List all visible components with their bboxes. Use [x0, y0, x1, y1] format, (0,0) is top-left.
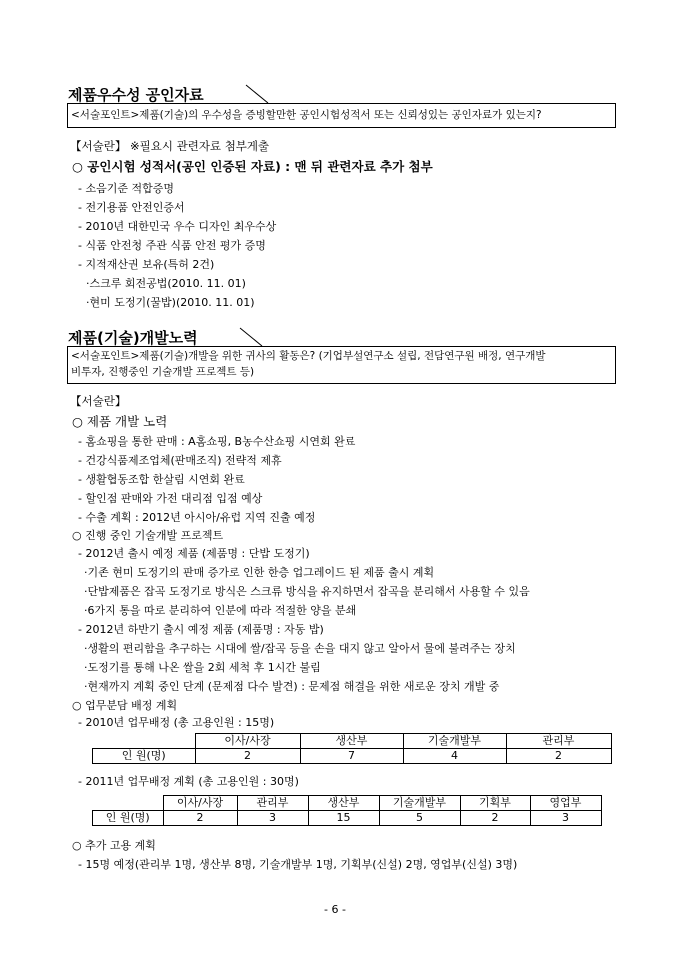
table-cell: 생산부 — [308, 796, 379, 811]
section2-mid-line: - 2011년 업무배정 계획 (총 고용인원 : 30명) — [78, 775, 299, 788]
table-cell: 2 — [506, 749, 611, 764]
section2-tail-line: - 15명 예정(관리부 1명, 생산부 8명, 기술개발부 1명, 기획부(신설) 2명, 영업부(신설) 3명) — [78, 858, 518, 871]
table-cell: 인 원(명) — [93, 811, 164, 826]
section2-prompt-line1: <서술포인트>제품(기술)개발을 위한 귀사의 활동은? (기업부설연구소 설립, 전담연구원 배정, 연구개발 — [71, 350, 546, 362]
table-cell: 이사/사장 — [195, 734, 300, 749]
section2-answer-label: 【서술란】 — [70, 394, 127, 408]
section1-item: - 2010년 대한민국 우수 디자인 최우수상 — [78, 220, 277, 233]
section2-line: - 수출 계획 : 2012년 아시아/유럽 지역 진출 예정 — [78, 511, 316, 524]
table-cell: 관리부 — [506, 734, 611, 749]
section1-heading: ○ 공인시험 성적서(공인 인증된 자료) : 맨 뒤 관련자료 추가 첨부 — [72, 159, 433, 174]
table-header-row — [93, 734, 612, 749]
section1-prompt-box: <서술포인트>제품(기술)의 우수성을 증빙할만한 공인시험성적서 또는 신뢰성있는 공인자료가 있는지? — [67, 103, 616, 128]
section2-line: - 건강식품제조업체(판매조직) 전략적 제휴 — [78, 454, 282, 467]
table-cell: 3 — [237, 811, 308, 826]
section1-title-slant — [244, 84, 274, 104]
section2-line: ○ 업무분담 배정 계획 — [72, 699, 178, 712]
staffing-table-2011 — [92, 795, 602, 826]
table-cell: 기술개발부 — [403, 734, 506, 749]
table-cell: 2 — [460, 811, 530, 826]
section2-line: - 홈쇼핑을 통한 판매 : A홈쇼핑, B농수산쇼핑 시연회 완료 — [78, 435, 356, 448]
section1-item: - 지적재산권 보유(특허 2건) — [78, 258, 215, 271]
table-row — [93, 811, 602, 826]
section2-line: ·생활의 편리함을 추구하는 시대에 쌀/잡곡 등을 손을 대지 않고 알아서 물에 불려주는 장치 — [84, 642, 516, 655]
section2-prompt-box — [67, 346, 616, 384]
section2-line: ○ 제품 개발 노력 — [72, 414, 168, 429]
table-cell: 2 — [163, 811, 237, 826]
section2-line: - 2012년 출시 예정 제품 (제품명 : 단밥 도정기) — [78, 547, 310, 560]
section2-line: - 2010년 업무배정 (총 고용인원 : 15명) — [78, 716, 275, 729]
table-cell: 기술개발부 — [379, 796, 460, 811]
section2-line: - 2012년 하반기 출시 예정 제품 (제품명 : 자동 밥) — [78, 623, 324, 636]
section1-item: - 전기용품 안전인증서 — [78, 201, 185, 214]
table-cell: 영업부 — [530, 796, 601, 811]
section2-line: ·도정기를 통해 나온 쌀을 2회 세척 후 1시간 불림 — [84, 661, 321, 674]
section2-title: 제품(기술)개발노력 — [68, 329, 198, 347]
section1-subitem: ·현미 도정기(꿀밥)(2010. 11. 01) — [86, 296, 255, 309]
table-cell — [93, 734, 196, 749]
section2-line: ·단밥제품은 잡곡 도정기로 방식은 스크류 방식을 유지하면서 잡곡을 분리해서 사용할 수 있음 — [84, 585, 530, 598]
section1-answer-label: 【서술란】 ※필요시 관련자료 첨부게출 — [70, 139, 270, 153]
table-cell: 2 — [195, 749, 300, 764]
table-row — [93, 749, 612, 764]
table-cell: 5 — [379, 811, 460, 826]
table-cell: 인 원(명) — [93, 749, 196, 764]
section2-line: ·현재까지 계획 중인 단계 (문제점 다수 발견) : 문제점 해결을 위한 새로운 장치 개발 중 — [84, 680, 500, 693]
table-cell: 4 — [403, 749, 506, 764]
section2-tail-heading: ○ 추가 고용 계획 — [72, 839, 156, 852]
staffing-table-2010 — [92, 733, 612, 764]
table-cell: 15 — [308, 811, 379, 826]
table-cell: 7 — [300, 749, 403, 764]
section1-item: - 식품 안전청 주관 식품 안전 평가 증명 — [78, 239, 266, 252]
table-cell: 이사/사장 — [163, 796, 237, 811]
section1-subitem: ·스크루 회전공법(2010. 11. 01) — [86, 277, 246, 290]
section2-title-slant — [238, 327, 268, 347]
section1-item: - 소음기준 적합증명 — [78, 182, 174, 195]
section1-title: 제품우수성 공인자료 — [68, 86, 204, 104]
table-cell: 관리부 — [237, 796, 308, 811]
section2-prompt-line2: 비투자, 진행중인 기술개발 프로젝트 등) — [71, 366, 255, 378]
table-cell: 생산부 — [300, 734, 403, 749]
section2-line: - 생활협동조합 한살림 시연회 완료 — [78, 473, 245, 486]
table-cell: 기획부 — [460, 796, 530, 811]
table-header-row — [93, 796, 602, 811]
section2-line: - 할인점 판매와 가전 대리점 입점 예상 — [78, 492, 263, 505]
table-cell — [93, 796, 164, 811]
section2-line: ·기존 현미 도정기의 판매 증가로 인한 한층 업그레이드 된 제품 출시 계획 — [84, 566, 435, 579]
page-number: - 6 - — [324, 903, 346, 916]
section2-line: ○ 진행 중인 기술개발 프로젝트 — [72, 529, 224, 542]
table-cell: 3 — [530, 811, 601, 826]
section2-line: ·6가지 통을 따로 분리하여 인분에 따라 적절한 양을 분쇄 — [84, 604, 357, 617]
